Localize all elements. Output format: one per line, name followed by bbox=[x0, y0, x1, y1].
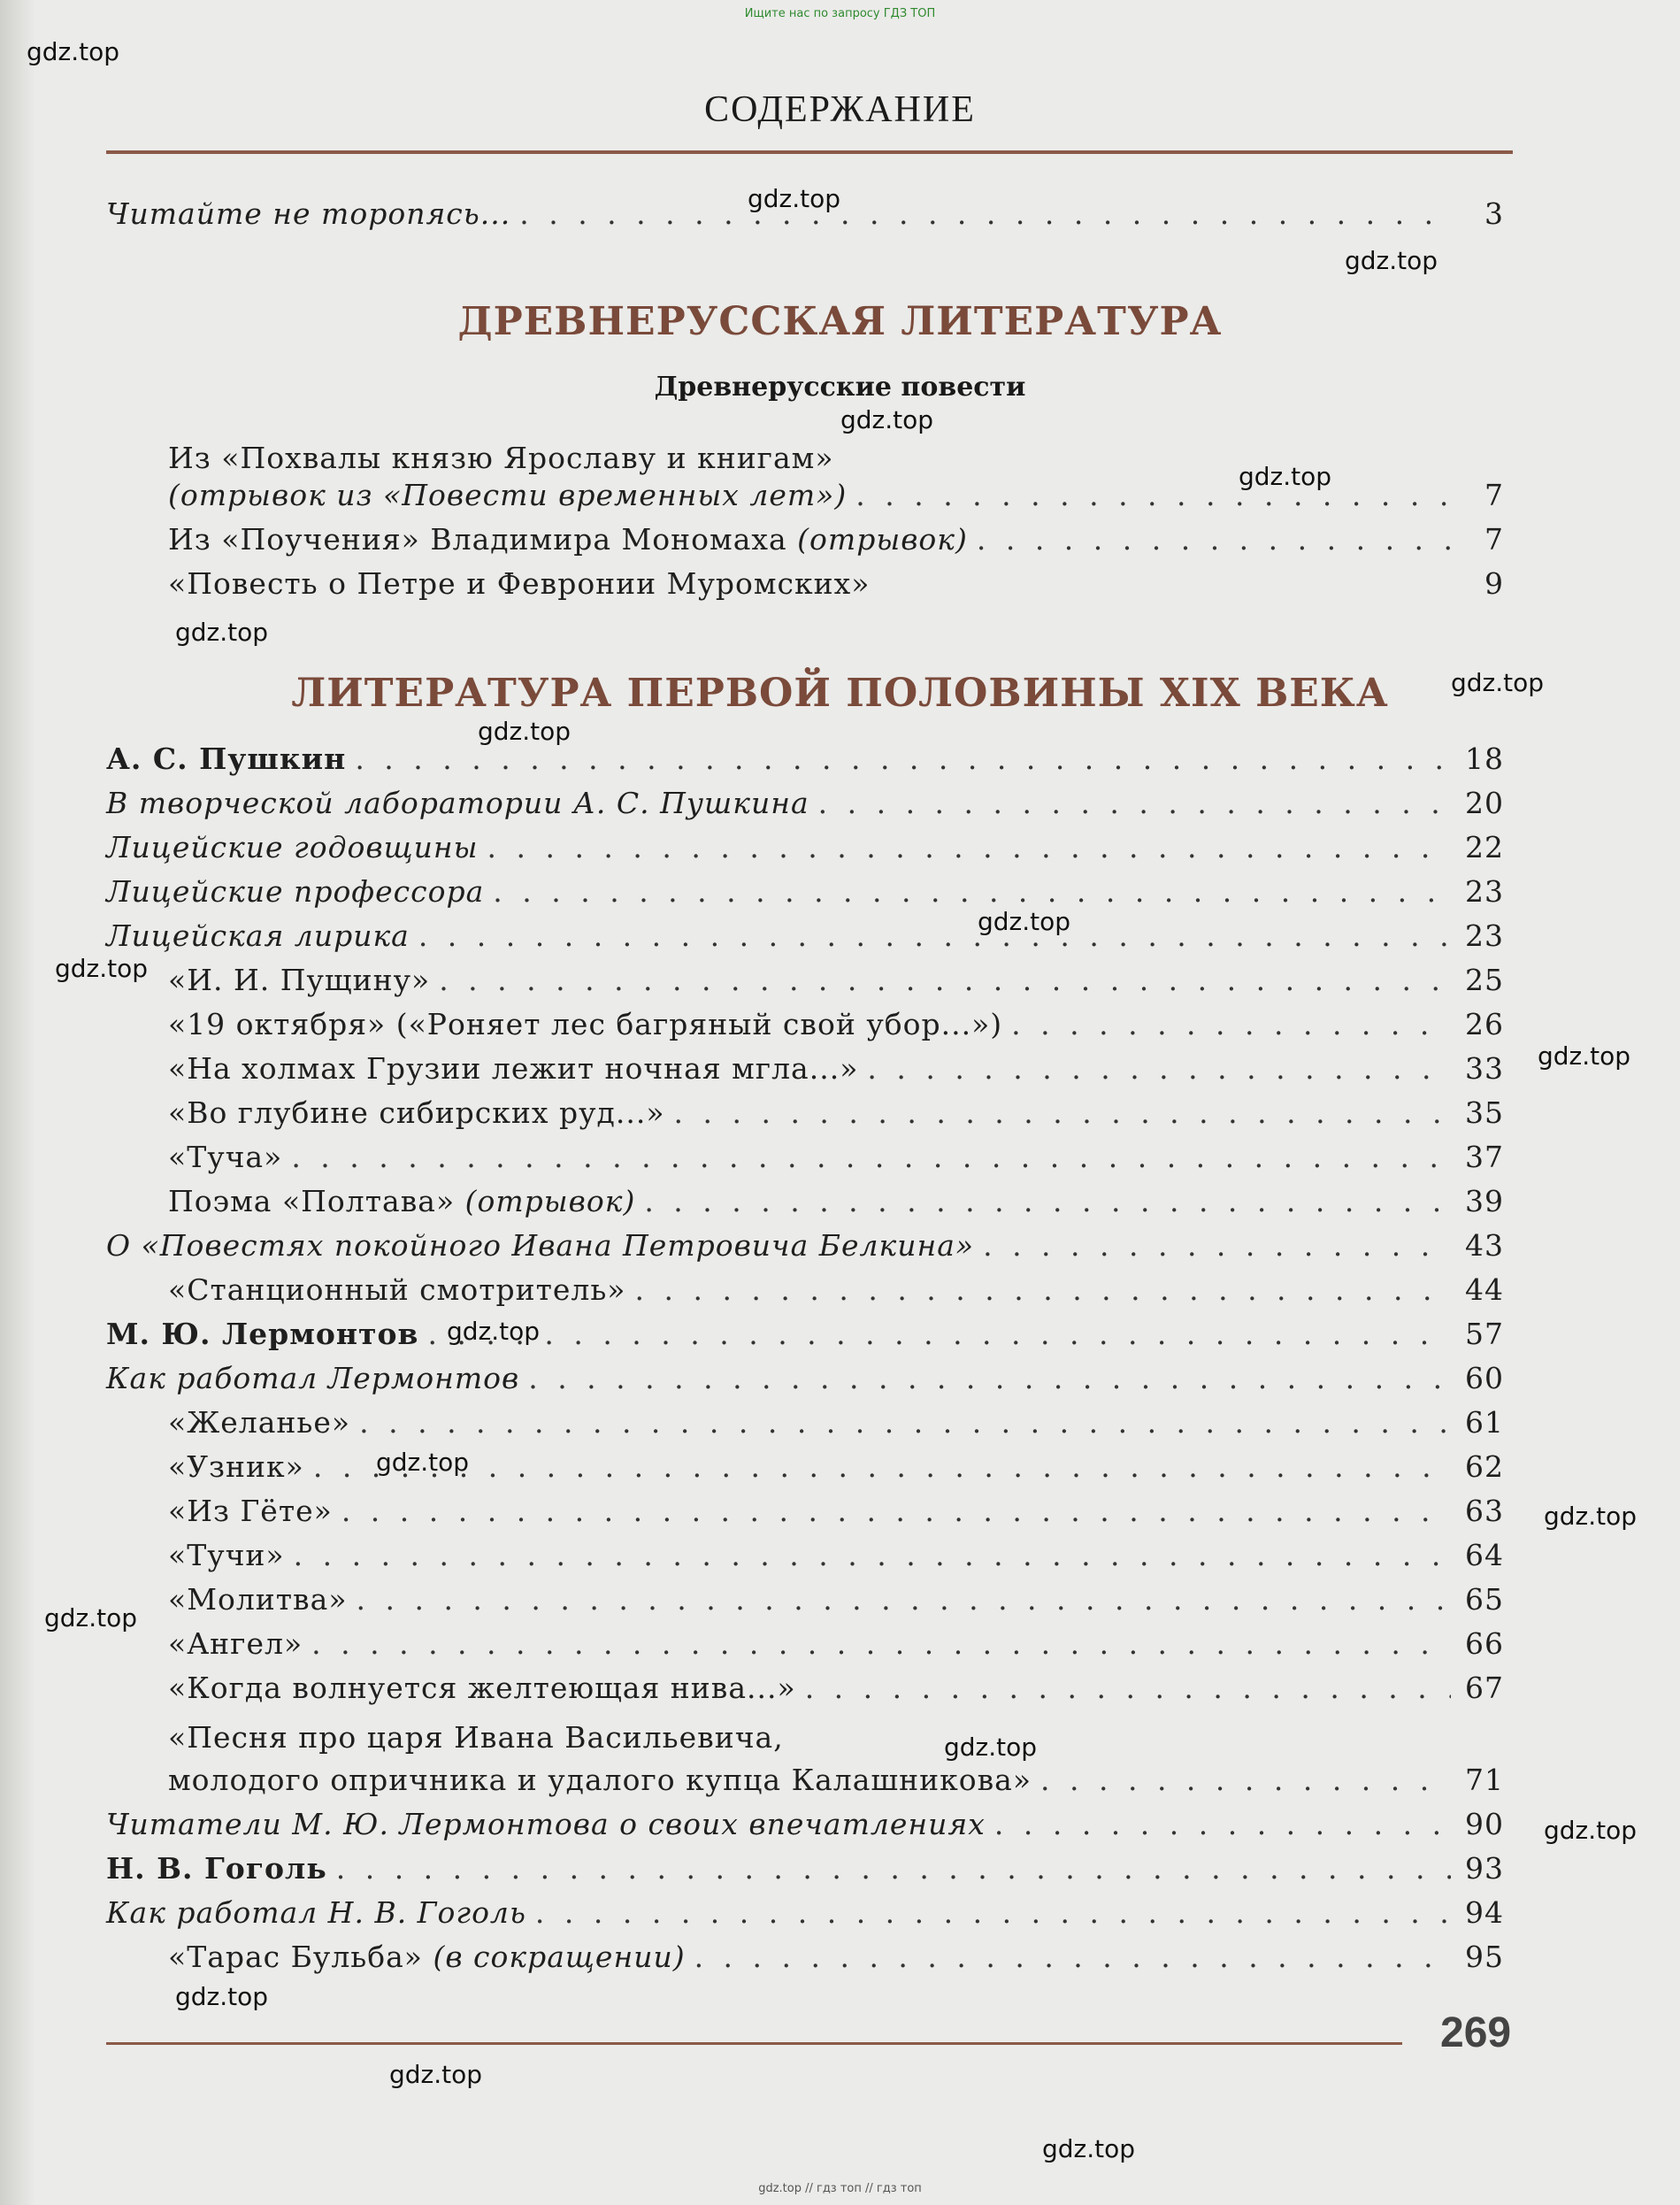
top-rule bbox=[106, 150, 1513, 154]
page-heading: СОДЕРЖАНИЕ bbox=[704, 89, 976, 130]
toc-entry bbox=[106, 1228, 1504, 1272]
leader-dots bbox=[313, 1449, 1451, 1484]
toc-entry bbox=[168, 1095, 1504, 1140]
toc-page: 7 bbox=[1484, 478, 1504, 512]
toc-entry bbox=[168, 1671, 1504, 1715]
leader-dots bbox=[439, 963, 1451, 997]
leader-dots bbox=[359, 1405, 1451, 1440]
top-banner: Ищите нас по запросу ГДЗ ТОП bbox=[744, 7, 936, 20]
watermark: gdz.top bbox=[1544, 1502, 1638, 1531]
toc-title-note: (отрывок) bbox=[797, 522, 968, 557]
toc-title: «Повесть о Петре и Февронии Муромских» bbox=[168, 566, 871, 601]
toc-page: 3 bbox=[1484, 196, 1504, 231]
toc-entry-kalashnikov-line1 bbox=[168, 1720, 784, 1764]
toc-title: Из «Поучения» Владимира Мономаха bbox=[168, 522, 798, 557]
watermark: gdz.top bbox=[748, 184, 841, 213]
toc-page: 39 bbox=[1465, 1184, 1504, 1218]
toc-entry bbox=[168, 1184, 1504, 1228]
leader-dots bbox=[418, 918, 1451, 953]
toc-entry-intro bbox=[106, 196, 1504, 241]
leader-dots bbox=[487, 830, 1452, 864]
toc-title: «Ангел» bbox=[168, 1626, 303, 1661]
toc-page: 44 bbox=[1465, 1272, 1504, 1307]
watermark: gdz.top bbox=[978, 907, 1071, 936]
toc-title: Лицейские годовщины bbox=[106, 830, 479, 864]
leader-dots bbox=[674, 1095, 1451, 1130]
toc-entry bbox=[168, 1626, 1504, 1671]
leader-dots bbox=[977, 522, 1451, 557]
toc-entry bbox=[168, 1140, 1504, 1184]
leader-dots bbox=[818, 786, 1451, 820]
watermark: gdz.top bbox=[478, 717, 572, 746]
watermark: gdz.top bbox=[27, 37, 120, 66]
leader-dots bbox=[867, 1051, 1451, 1086]
toc-page: 9 bbox=[1484, 566, 1504, 601]
toc-entry bbox=[106, 918, 1504, 963]
toc-title: О «Повестях покойного Ивана Петровича Белкина» bbox=[106, 1228, 975, 1263]
toc-entry bbox=[168, 1538, 1504, 1582]
toc-entry bbox=[168, 1494, 1504, 1538]
leader-dots bbox=[493, 874, 1451, 909]
toc-entry bbox=[106, 1361, 1504, 1405]
toc-entry-monomakh bbox=[168, 522, 1504, 566]
toc-title: «19 октября» («Роняет лес багряный свой убор...») bbox=[168, 1007, 1003, 1041]
toc-title: «На холмах Грузии лежит ночная мгла...» bbox=[168, 1051, 859, 1086]
subsection-title: Древнерусские повести bbox=[654, 372, 1026, 403]
toc-entry bbox=[168, 1007, 1504, 1051]
leader-dots bbox=[427, 1317, 1451, 1351]
leader-dots bbox=[805, 1671, 1451, 1705]
watermark: gdz.top bbox=[175, 1982, 269, 2011]
toc-title: А. С. Пушкин bbox=[106, 741, 347, 776]
leader-dots bbox=[336, 1851, 1451, 1886]
toc-entry-kalashnikov bbox=[168, 1763, 1504, 1807]
toc-page: 25 bbox=[1465, 963, 1504, 997]
toc-title: Читатели М. Ю. Лермонтова о своих впечатлениях bbox=[106, 1807, 986, 1841]
watermark: gdz.top bbox=[1345, 246, 1438, 275]
toc-entry-praise bbox=[168, 478, 1504, 522]
toc-title: «Когда волнуется желтеющая нива...» bbox=[168, 1671, 796, 1705]
toc-title: Н. В. Гоголь bbox=[106, 1851, 327, 1886]
toc-entry bbox=[168, 963, 1504, 1007]
toc-entry bbox=[168, 1272, 1504, 1317]
watermark: gdz.top bbox=[376, 1448, 470, 1477]
toc-title: Лицейские профессора bbox=[106, 874, 485, 909]
toc-page: 20 bbox=[1465, 786, 1504, 820]
toc-title: М. Ю. Лермонтов bbox=[106, 1317, 419, 1351]
watermark: gdz.top bbox=[840, 405, 934, 434]
toc-entry bbox=[106, 830, 1504, 874]
toc-page: 33 bbox=[1465, 1051, 1504, 1086]
toc-title-cont: (отрывок из «Повести временных лет») bbox=[168, 478, 848, 512]
watermark: gdz.top bbox=[55, 954, 149, 983]
watermark: gdz.top bbox=[1544, 1816, 1638, 1845]
toc-page: 95 bbox=[1465, 1940, 1504, 1974]
toc-page: 22 bbox=[1465, 830, 1504, 864]
toc-title: «Желанье» bbox=[168, 1405, 351, 1440]
toc-entry bbox=[168, 1051, 1504, 1095]
toc-entry bbox=[106, 1317, 1504, 1361]
watermark: gdz.top bbox=[1239, 462, 1332, 491]
leader-dots bbox=[1011, 1007, 1451, 1041]
toc-entry-peter-fevronia bbox=[168, 566, 1504, 611]
toc-page: 67 bbox=[1465, 1671, 1504, 1705]
leader-dots bbox=[635, 1272, 1452, 1307]
toc-page: 57 bbox=[1465, 1317, 1504, 1351]
leader-dots bbox=[535, 1895, 1451, 1930]
toc-title: «Станционный смотритель» bbox=[168, 1272, 626, 1307]
leader-dots bbox=[294, 1538, 1451, 1572]
page-number: 269 bbox=[1440, 2009, 1512, 2056]
toc-entry bbox=[106, 741, 1504, 786]
toc-page: 43 bbox=[1465, 1228, 1504, 1263]
leader-dots bbox=[311, 1626, 1451, 1661]
leader-dots bbox=[694, 1940, 1451, 1974]
toc-page: 66 bbox=[1465, 1626, 1504, 1661]
toc-page: 23 bbox=[1465, 918, 1504, 953]
toc-page: 7 bbox=[1484, 522, 1504, 557]
watermark: gdz.top bbox=[175, 618, 269, 647]
toc-title: «Во глубине сибирских руд...» bbox=[168, 1095, 665, 1130]
toc-title: «Тучи» bbox=[168, 1538, 285, 1572]
toc-entry bbox=[168, 1405, 1504, 1449]
leader-dots bbox=[855, 478, 1451, 512]
leader-dots bbox=[291, 1140, 1451, 1174]
section-title-old-russian: ДРЕВНЕРУССКАЯ ЛИТЕРАТУРА bbox=[457, 299, 1223, 344]
watermark: gdz.top bbox=[944, 1732, 1038, 1762]
toc-page: 18 bbox=[1465, 741, 1504, 776]
toc-entry bbox=[168, 1940, 1504, 1984]
toc-entry bbox=[106, 1895, 1504, 1940]
leader-dots bbox=[341, 1494, 1451, 1528]
toc-page: 23 bbox=[1465, 874, 1504, 909]
toc-title: Поэма «Полтава» bbox=[168, 1184, 465, 1218]
toc-title: «Из Гёте» bbox=[168, 1494, 333, 1528]
toc-page: 61 bbox=[1465, 1405, 1504, 1440]
toc-title: «Тарас Бульба» bbox=[168, 1940, 433, 1974]
toc-title: «Молитва» bbox=[168, 1582, 348, 1617]
toc-page: 94 bbox=[1465, 1895, 1504, 1930]
toc-page: 93 bbox=[1465, 1851, 1504, 1886]
toc-entry bbox=[106, 1851, 1504, 1895]
watermark: gdz.top bbox=[1451, 668, 1545, 697]
watermark: gdz.top bbox=[1042, 2134, 1136, 2163]
watermark: gdz.top bbox=[389, 2060, 483, 2089]
section-title-19th-century: ЛИТЕРАТУРА ПЕРВОЙ ПОЛОВИНЫ XIX ВЕКА bbox=[291, 671, 1389, 716]
watermark: gdz.top bbox=[1538, 1041, 1631, 1071]
toc-page: 37 bbox=[1465, 1140, 1504, 1174]
toc-title-cont: молодого опричника и удалого купца Калашникова» bbox=[168, 1763, 1032, 1797]
watermark: gdz.top bbox=[447, 1317, 541, 1346]
toc-page: 26 bbox=[1465, 1007, 1504, 1041]
toc-title: Из «Похвалы князю Ярославу и книгам» bbox=[168, 441, 834, 475]
toc-title: Читайте не торопясь... bbox=[106, 196, 511, 231]
leader-dots bbox=[644, 1184, 1451, 1218]
toc-page: 71 bbox=[1465, 1763, 1504, 1797]
toc-title: Как работал Н. В. Гоголь bbox=[106, 1895, 526, 1930]
toc-entry bbox=[168, 1449, 1504, 1494]
toc-title: Лицейская лирика bbox=[106, 918, 410, 953]
toc-title-note: (в сокращении) bbox=[433, 1940, 686, 1974]
leader-dots bbox=[983, 1228, 1451, 1263]
toc-page: 64 bbox=[1465, 1538, 1504, 1572]
toc-entry bbox=[106, 1807, 1504, 1851]
toc-page: 62 bbox=[1465, 1449, 1504, 1484]
toc-page: 90 bbox=[1465, 1807, 1504, 1841]
toc-entry bbox=[168, 1582, 1504, 1626]
leader-dots bbox=[519, 196, 1451, 231]
toc-title: «Песня про царя Ивана Васильевича, bbox=[168, 1720, 784, 1755]
watermark: gdz.top bbox=[44, 1603, 138, 1633]
toc-page: 60 bbox=[1465, 1361, 1504, 1395]
toc-title: В творческой лаборатории А. С. Пушкина bbox=[106, 786, 809, 820]
leader-dots bbox=[1040, 1763, 1451, 1797]
toc-title: «И. И. Пущину» bbox=[168, 963, 431, 997]
leader-dots bbox=[357, 1582, 1451, 1617]
toc-entry bbox=[106, 786, 1504, 830]
bottom-banner: gdz.top // гдз топ // гдз топ bbox=[758, 2182, 922, 2195]
toc-title: «Туча» bbox=[168, 1140, 283, 1174]
bottom-rule bbox=[106, 2042, 1402, 2045]
toc-entry bbox=[106, 874, 1504, 918]
toc-page: 65 bbox=[1465, 1582, 1504, 1617]
toc-title-note: (отрывок) bbox=[464, 1184, 636, 1218]
leader-dots bbox=[355, 741, 1451, 776]
leader-dots bbox=[528, 1361, 1451, 1395]
toc-page: 63 bbox=[1465, 1494, 1504, 1528]
toc-title: Как работал Лермонтов bbox=[106, 1361, 520, 1395]
toc-page: 35 bbox=[1465, 1095, 1504, 1130]
leader-dots bbox=[994, 1807, 1451, 1841]
toc-title: «Узник» bbox=[168, 1449, 304, 1484]
